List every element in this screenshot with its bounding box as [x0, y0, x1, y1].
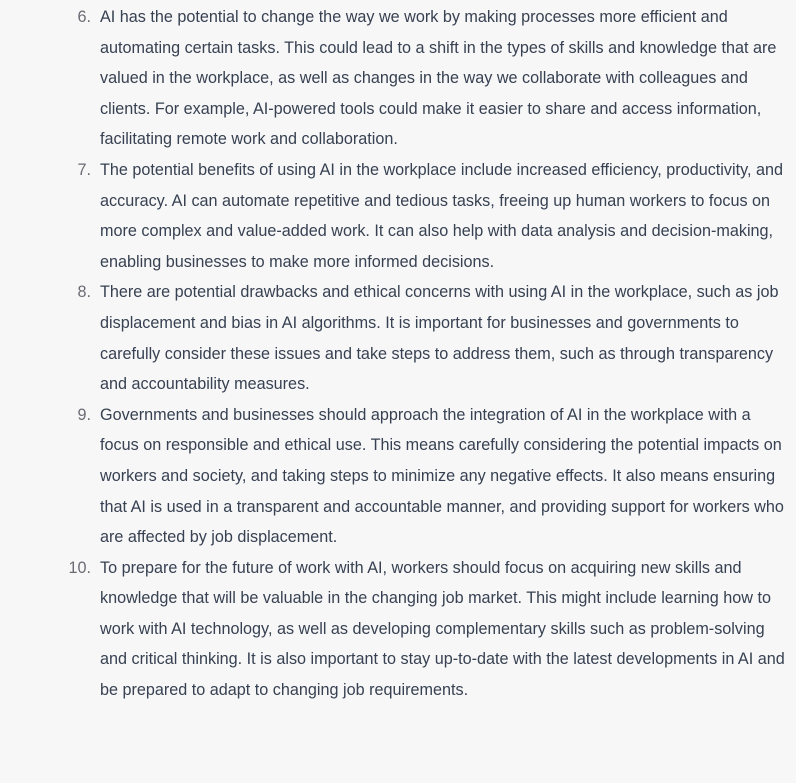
list-item-number: 8.: [77, 283, 91, 302]
list-item-number: 6.: [77, 8, 91, 26]
list-item: [0, 155, 796, 277]
list-item: [0, 400, 796, 553]
list-item-text: AI has the potential to change the way we work by making processes more efficient and automating certain tasks. This could lead to a shift in the types of skills and knowledge that are valued in the workplace, as well as changes in the way we collaborate with colleagues and clients. For example, AI-powered tools could make it easier to share and access information, facilitating remote work and collaboration.: [100, 8, 777, 149]
list-item-number: 10.: [68, 558, 91, 577]
list-item-text: There are potential drawbacks and ethical concerns with using AI in the workplace, such as job displacement and bias in AI algorithms. It is important for businesses and governments to carefully consider these issues and take steps to address them, such as through transparency and accountability measures.: [100, 283, 779, 394]
list-item: [0, 277, 796, 399]
list-item: [0, 2, 796, 155]
list-item-text: Governments and businesses should approach the integration of AI in the workplace with a focus on responsible and ethical use. This means carefully considering the potential impacts on workers and society, and taking steps to minimize any negative effects. It also means ensuring that AI is used in a transparent and accountable manner, and providing support for workers who are affected by job displacement.: [100, 405, 784, 547]
list-item-number: 9.: [77, 405, 91, 424]
list-item-text: To prepare for the future of work with AI, workers should focus on acquiring new skills and knowledge that will be valuable in the changing job market. This might include learning how to work with AI technology, as well as developing complementary skills such as problem-solving and critical thinking. It is also important to stay up-to-date with the latest developments in AI and be prepared to adapt to changing job requirements.: [100, 558, 785, 700]
list-item-text: The potential benefits of using AI in the workplace include increased efficiency, productivity, and accuracy. AI can automate repetitive and tedious tasks, freeing up human workers to focus on more complex and value-added work. It can also help with data analysis and decision-making, enabling businesses to make more informed decisions.: [100, 160, 783, 271]
list-item-number: 7.: [77, 160, 91, 179]
numbered-answer-list: [0, 2, 796, 706]
list-item: [0, 553, 796, 706]
